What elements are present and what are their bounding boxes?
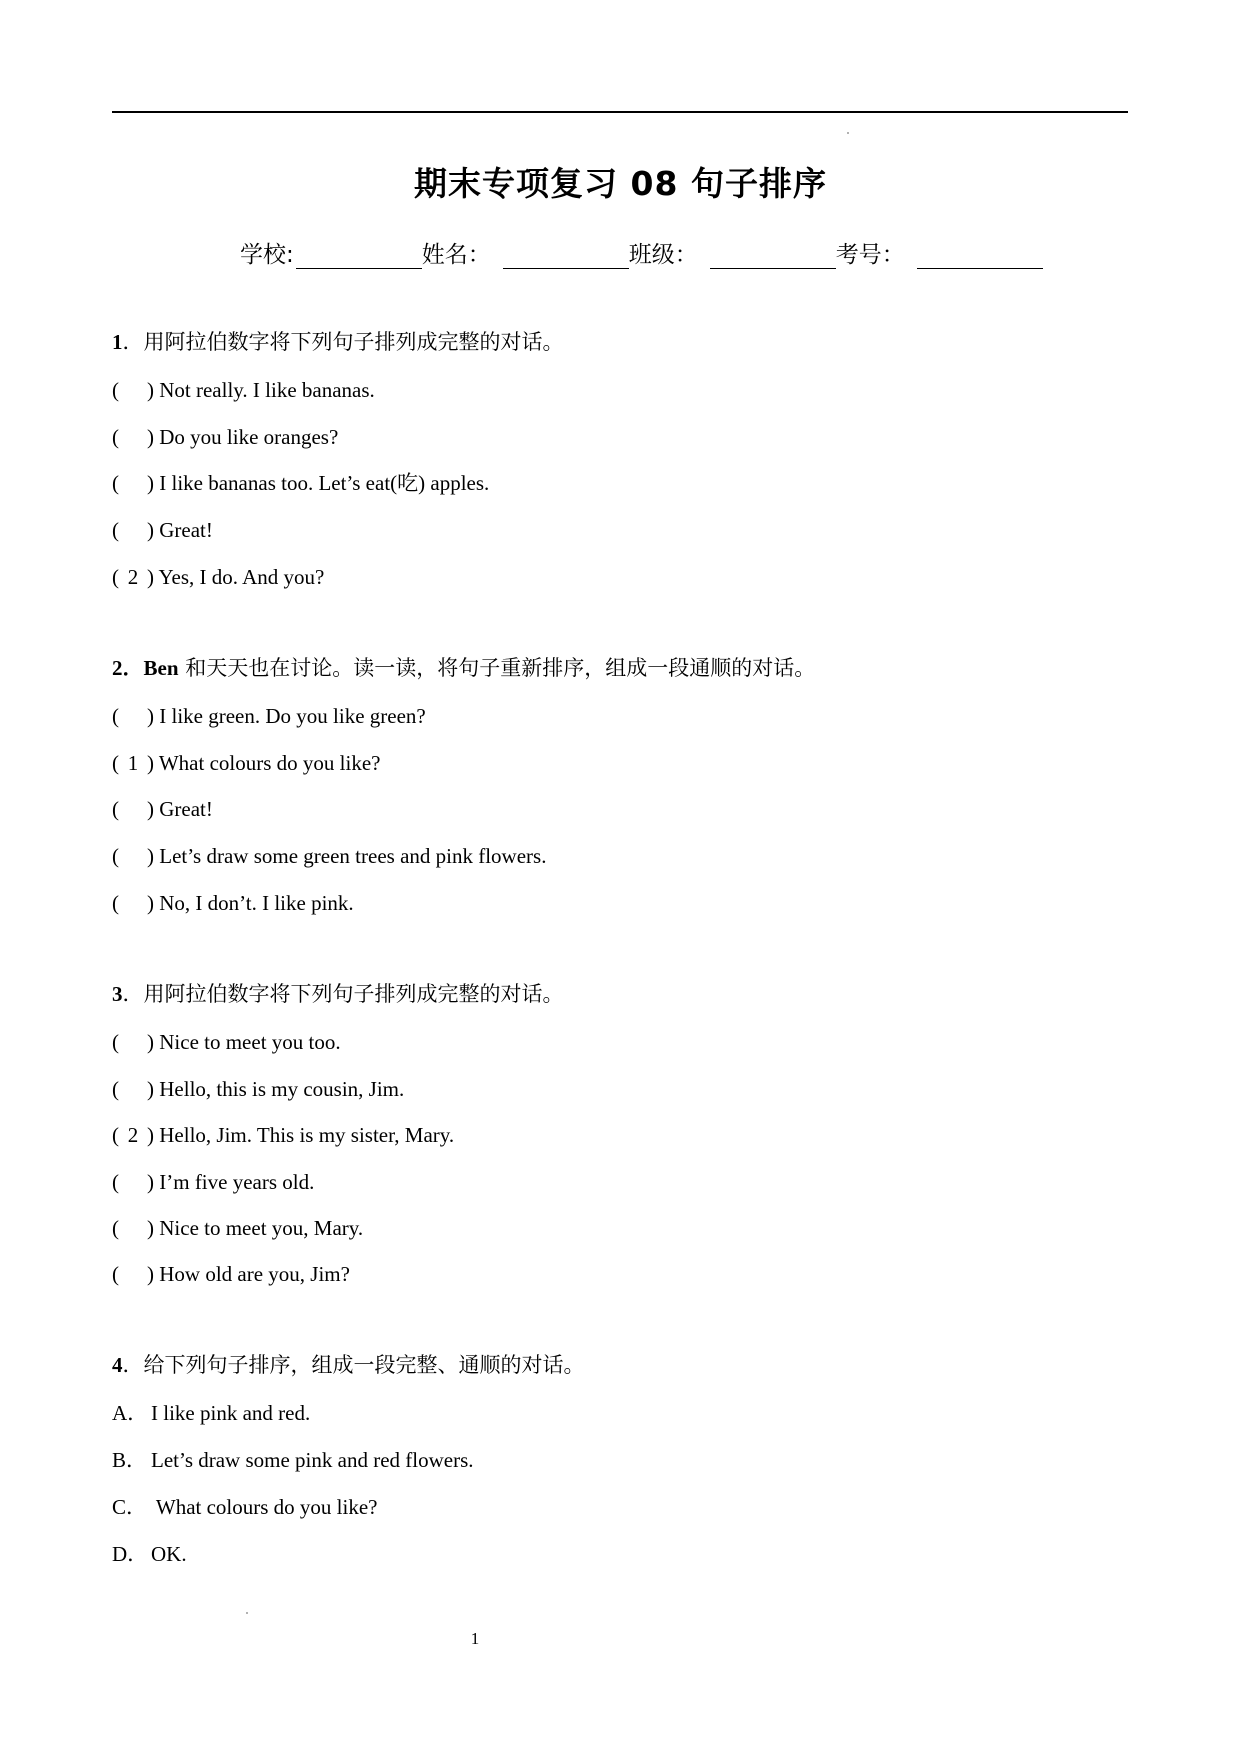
item-text: ) I like green. Do you like green? <box>147 704 426 728</box>
item-text: ) Hello, Jim. This is my sister, Mary. <box>147 1123 455 1147</box>
question-number: 2 <box>112 656 123 680</box>
open-paren: ( <box>112 518 119 542</box>
item-text: ) Hello, this is my cousin, Jim. <box>147 1077 405 1101</box>
q3-item-1 <box>112 1028 341 1056</box>
question-ben: ．Ben <box>122 656 179 680</box>
number-field <box>836 236 1043 269</box>
question-1-heading <box>112 328 564 356</box>
open-paren: ( <box>112 704 119 728</box>
q2-item-1 <box>112 702 426 730</box>
item-text: ) No, I don’t. I like pink. <box>147 891 354 915</box>
item-text: ) I like bananas too. Let’s eat(吃) apples. <box>147 471 490 495</box>
open-paren: ( <box>112 425 119 449</box>
q1-item-4 <box>112 516 213 544</box>
class-field <box>629 236 836 269</box>
q3-item-2 <box>112 1075 404 1103</box>
item-text: ) Not really. I like bananas. <box>147 378 375 402</box>
open-paren: ( <box>112 1030 119 1054</box>
item-text: ) Great! <box>147 518 213 542</box>
class-blank[interactable] <box>710 244 836 269</box>
q1-item-2 <box>112 423 338 451</box>
q1-item-3 <box>112 469 489 497</box>
q2-item-4 <box>112 842 546 870</box>
option-text: What colours do you like? <box>151 1495 378 1519</box>
q3-item-6 <box>112 1260 350 1288</box>
school-blank[interactable] <box>296 244 422 269</box>
answer-slot[interactable]: 2 <box>127 565 139 589</box>
option-letter: B． <box>112 1448 148 1472</box>
q3-item-5 <box>112 1214 363 1242</box>
school-label: 学校: <box>240 242 294 268</box>
q4-option-a <box>112 1399 310 1427</box>
header-rule <box>112 111 1128 113</box>
item-text: ) What colours do you like? <box>147 751 381 775</box>
q4-option-c <box>112 1493 377 1521</box>
item-text: ) How old are you, Jim? <box>147 1262 350 1286</box>
option-text: Let’s draw some pink and red flowers. <box>151 1448 474 1472</box>
number-label: 考号： <box>835 242 905 268</box>
q1-item-1 <box>112 376 375 404</box>
item-text: ) I’m five years old. <box>147 1170 315 1194</box>
open-paren: ( <box>112 751 119 775</box>
item-text: ) Do you like oranges? <box>147 425 339 449</box>
open-paren: ( <box>112 797 119 821</box>
option-text: OK. <box>151 1542 187 1566</box>
speck-mark <box>847 132 849 134</box>
q4-option-b <box>112 1446 474 1474</box>
answer-slot[interactable]: 1 <box>127 751 139 775</box>
name-field <box>422 236 629 269</box>
item-text: ) Great! <box>147 797 213 821</box>
page-title: 期末专项复习 08 句子排序 <box>414 164 827 203</box>
item-text: ) Nice to meet you, Mary. <box>147 1216 364 1240</box>
page-number: 1 <box>470 1629 480 1648</box>
open-paren: ( <box>112 1216 119 1240</box>
open-paren: ( <box>112 1262 119 1286</box>
open-paren: ( <box>112 378 119 402</box>
student-info-line <box>240 236 1043 269</box>
school-field <box>240 236 422 269</box>
q2-item-2 <box>112 749 380 777</box>
question-4-heading <box>112 1351 585 1379</box>
open-paren: ( <box>112 471 119 495</box>
option-letter: C． <box>112 1495 148 1519</box>
q3-item-3 <box>112 1121 454 1149</box>
open-paren: ( <box>112 565 119 589</box>
question-number: 3 <box>112 982 123 1006</box>
question-prompt: ．用阿拉伯数字将下列句子排列成完整的对话。 <box>122 982 564 1006</box>
question-prompt: 和天天也在讨论。读一读，将句子重新排序，组成一段通顺的对话。 <box>178 656 816 680</box>
q3-item-4 <box>112 1168 314 1196</box>
open-paren: ( <box>112 1077 119 1101</box>
question-number: 1 <box>112 330 123 354</box>
open-paren: ( <box>112 891 119 915</box>
q1-item-5 <box>112 563 324 591</box>
question-prompt: ．给下列句子排序，组成一段完整、通顺的对话。 <box>122 1353 585 1377</box>
q4-option-d <box>112 1540 187 1568</box>
name-blank[interactable] <box>503 244 629 269</box>
open-paren: ( <box>112 1170 119 1194</box>
option-text: I like pink and red. <box>151 1401 311 1425</box>
question-number: 4 <box>112 1353 123 1377</box>
q2-item-5 <box>112 889 354 917</box>
item-text: ) Yes, I do. And you? <box>147 565 325 589</box>
item-text: ) Let’s draw some green trees and pink flowers. <box>147 844 547 868</box>
open-paren: ( <box>112 844 119 868</box>
option-letter: A． <box>112 1401 149 1425</box>
class-label: 班级： <box>628 242 698 268</box>
option-letter: D． <box>112 1542 149 1566</box>
question-3-heading <box>112 980 564 1008</box>
item-text: ) Nice to meet you too. <box>147 1030 341 1054</box>
speck-mark <box>246 1612 248 1614</box>
name-label: 姓名： <box>421 242 491 268</box>
answer-slot[interactable]: 2 <box>127 1123 139 1147</box>
open-paren: ( <box>112 1123 119 1147</box>
question-prompt: ．用阿拉伯数字将下列句子排列成完整的对话。 <box>122 330 564 354</box>
question-2-heading <box>112 654 815 682</box>
q2-item-3 <box>112 795 213 823</box>
number-blank[interactable] <box>917 244 1043 269</box>
